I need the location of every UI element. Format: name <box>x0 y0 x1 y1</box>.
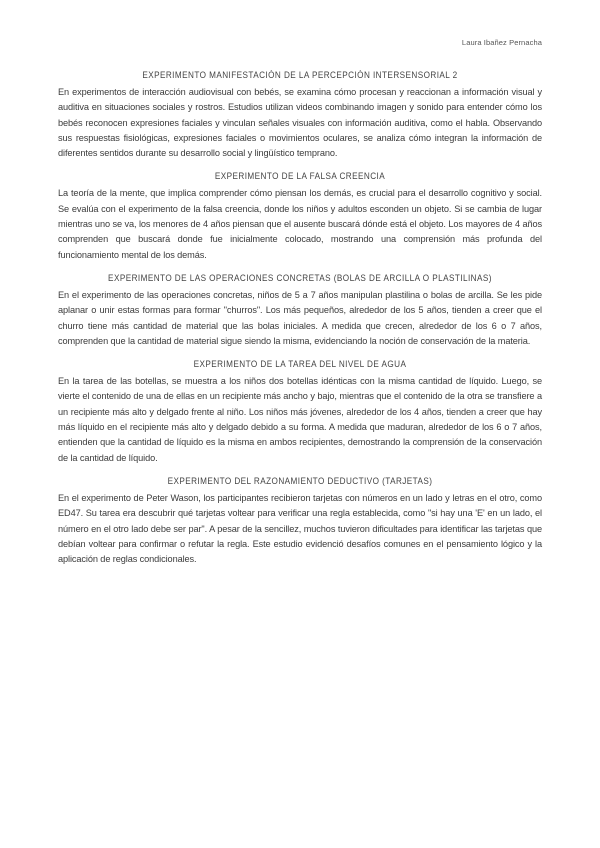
section-operaciones-concretas <box>58 273 542 349</box>
section-falsa-creencia <box>58 171 542 262</box>
section-paragraph: La teoría de la mente, que implica comprender cómo piensan los demás, es crucial para el desarrollo cognitivo y social. Se evalúa con el experimento de la falsa creencia, donde los niños y adultos esconden un objeto. Si se cambia de lugar mientras uno se va, los menores de 4 años piensan que el ausente buscará dónde está el objeto. Los mayores de 4 años comprenden que buscará donde fue inicialmente colocado, mostrando una comprensión más profunda del funcionamiento mental de los demás. <box>58 188 542 260</box>
section-title: EXPERIMENTO DEL RAZONAMIENTO DEDUCTIVO (TARJETAS) <box>167 475 433 487</box>
section-title: EXPERIMENTO DE LAS OPERACIONES CONCRETAS (BOLAS DE ARCILLA O PLASTILINAS) <box>108 272 492 284</box>
section-razonamiento-deductivo <box>58 476 542 567</box>
section-intersensorial <box>58 70 542 161</box>
section-paragraph: En experimentos de interacción audiovisual con bebés, se examina cómo procesan y reaccionan a información visual y auditiva en situaciones sociales y rostros. Estudios utilizan videos combinando imagen y sonido para entender cómo los bebés reconocen expresiones faciales y vinculan señales visuales con información auditiva, como el habla. Observando sus respuestas fisiológicas, expresiones faciales o movimientos oculares, se analiza cómo integran la información de diferentes sentidos durante su desarrollo social y lingüístico temprano. <box>58 87 542 159</box>
section-title: EXPERIMENTO DE LA TAREA DEL NIVEL DE AGUA <box>193 359 407 371</box>
section-paragraph: En el experimento de Peter Wason, los participantes recibieron tarjetas con números en un lado y letras en el otro, como ED47. Su tarea era descubrir qué tarjetas voltear para verificar una regla establecida, como "si hay una 'E' en un lado, el número en el otro lado debe ser par". A pesar de la sencillez, muchos tuvieron dificultades para identificar las tarjetas que debían voltear para confirmar o refutar la regla. Este estudio evidenció desafíos comunes en el pensamiento lógico y la aplicación de reglas condicionales. <box>58 492 542 565</box>
section-title: EXPERIMENTO MANIFESTACIÓN DE LA PERCEPCIÓN INTERSENSORIAL 2 <box>142 70 458 81</box>
section-paragraph: En el experimento de las operaciones concretas, niños de 5 a 7 años manipulan plastilina o bolas de arcilla. Se les pide aplanar o unir estas formas para formar "churros". Los más pequeños, alrededor de los 5 años, tienden a creer que el churro tiene más cantidad de material que las bolas iniciales. A medida que crecen, alrededor de los 6 o 7 años, comprenden que la cantidad de material sigue siendo la misma, evidenciando la noción de conservación de la materia. <box>58 289 542 346</box>
author-name: Laura Ibañez Pernacha <box>461 38 542 47</box>
section-paragraph: En la tarea de las botellas, se muestra a los niños dos botellas idénticas con la misma cantidad de líquido. Luego, se vierte el contenido de una de ellas en un recipiente más ancho y bajo, mientras que el contenido de la otra se transfiere a un recipiente más alto y delgado frente al niño. Los niños más jóvenes, alrededor de los 4 años, tienden a creer que hay más líquido en el recipiente más alto y delgado debido a su forma. A medida que maduran, alrededor de los 6 o 7 años, entienden que la cantidad de líquido es la misma en ambos recipientes, demostrando la comprensión de la conservación de la cantidad de líquido. <box>58 376 542 463</box>
section-nivel-de-agua <box>58 359 542 466</box>
section-title: EXPERIMENTO DE LA FALSA CREENCIA <box>214 171 386 183</box>
document-body <box>58 70 542 577</box>
